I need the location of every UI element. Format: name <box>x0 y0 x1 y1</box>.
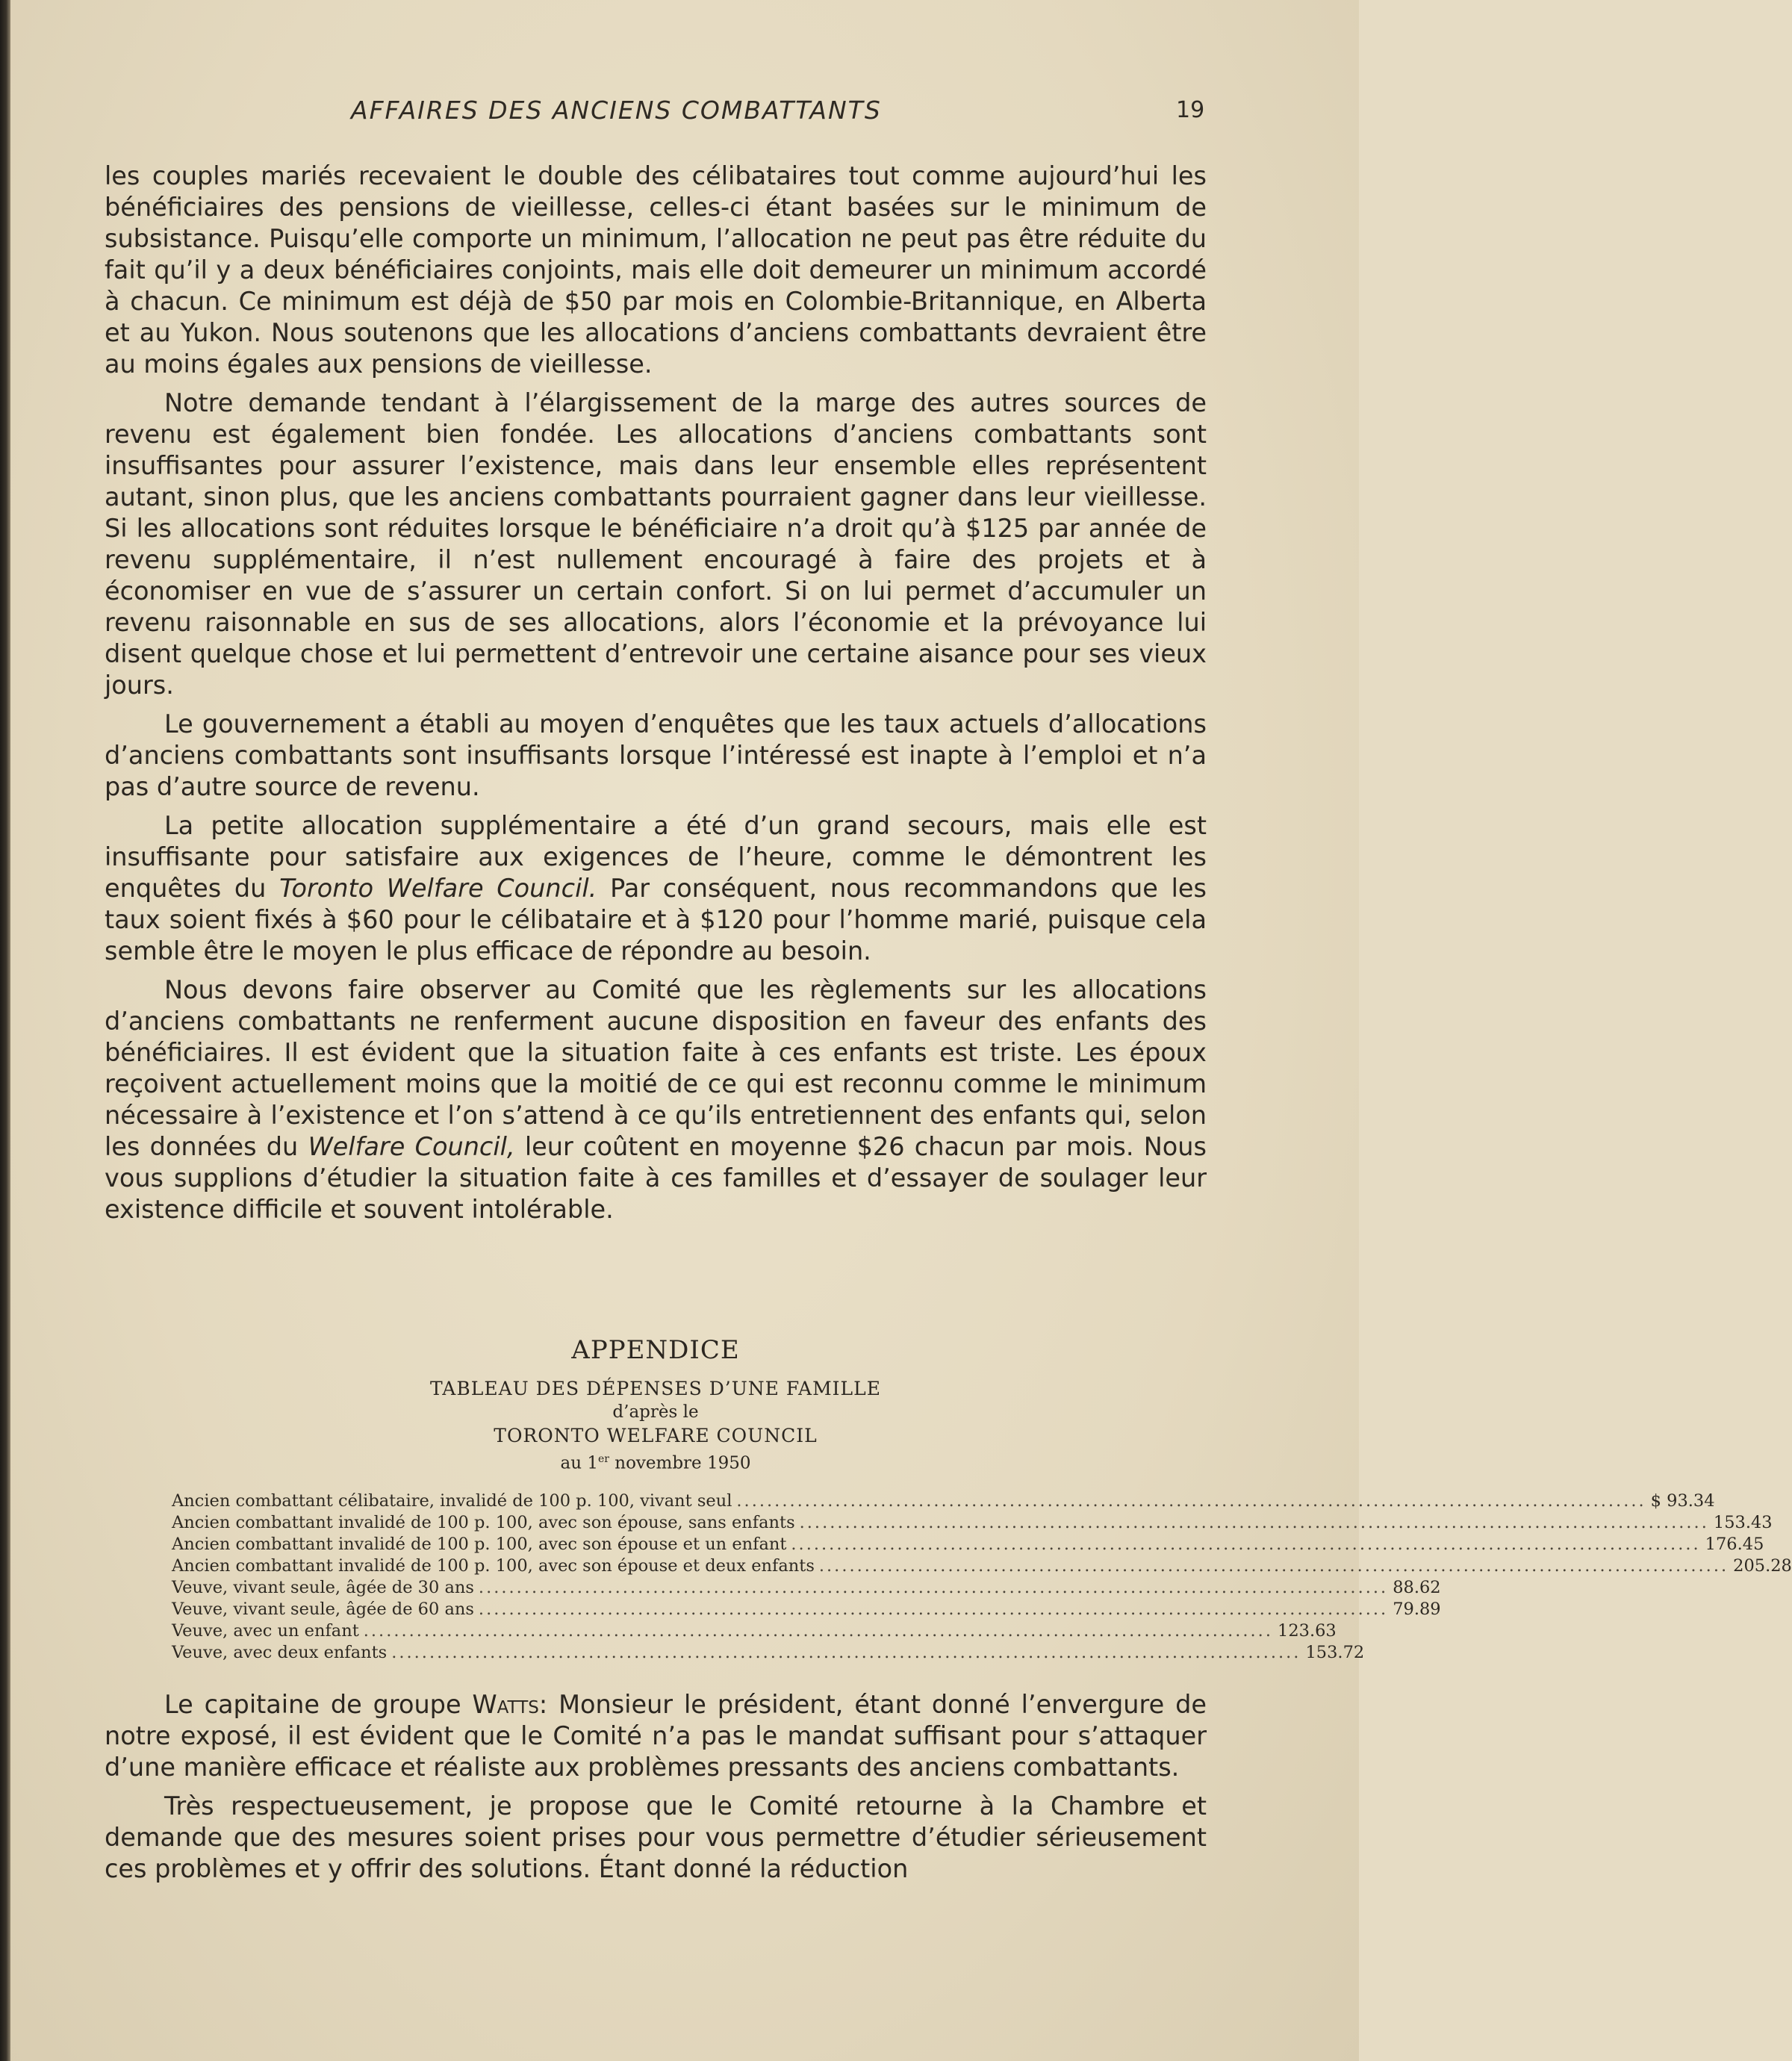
dot-leader: ........................................................................................................................ <box>736 1491 1646 1511</box>
paragraph-5-emphasis: Welfare Council, <box>308 1132 515 1161</box>
table-row <box>172 1534 1764 1555</box>
paragraph-6-part-b: : Monsieur le président, étant donné l’envergure de notre exposé, il est évident que le Comité n’a pas le mandat suffisant pour s’attaquer d’une manière efficace et réaliste aux problèmes pressants des anciens combattants. <box>105 1690 1207 1782</box>
table-row <box>172 1577 1441 1599</box>
paragraph-3: Le gouvernement a établi au moyen d’enquêtes que les taux actuels d’allocations d’anciens combattants sont insuffisants lorsque l’intéressé est inapte à l’emploi et n’a pas d’autre source de revenu. <box>105 709 1207 801</box>
dot-leader: ........................................................................................................................ <box>791 1535 1701 1554</box>
row-amount: 123.63 <box>1278 1621 1337 1641</box>
dot-leader: ........................................................................................................................ <box>391 1643 1301 1662</box>
table-date-prefix: au 1 <box>560 1453 598 1473</box>
paragraph-7: Très respectueusement, je propose que le Comité retourne à la Chambre et demande que des mesures soient prises pour vous permettre d’étudier sérieusement ces problèmes et y offrir des solutions. Étant donné la réduction <box>105 1791 1207 1883</box>
paragraph-4 <box>105 810 1207 967</box>
row-amount: 153.72 <box>1305 1643 1365 1662</box>
table-row <box>172 1599 1441 1620</box>
row-amount: 153.43 <box>1713 1513 1773 1532</box>
dot-leader: ........................................................................................................................ <box>799 1513 1709 1532</box>
paragraph-5 <box>105 974 1207 1225</box>
row-description: Ancien combattant célibataire, invalidé de 100 p. 100, vivant seul <box>172 1491 732 1511</box>
page-header <box>0 96 1359 133</box>
table-row <box>172 1490 1715 1512</box>
row-description: Ancien combattant invalidé de 100 p. 100, avec son épouse, sans enfants <box>172 1513 795 1532</box>
row-description: Ancien combattant invalidé de 100 p. 100, avec son épouse et un enfant <box>172 1535 787 1554</box>
table-date <box>105 1448 1207 1476</box>
paragraph-4-part-b: Par conséquent, nous recommandons que les taux soient fixés à $60 pour le célibataire et à $120 pour l’homme marié, puisque cela semble être le moyen le plus efficace de répondre au besoin. <box>105 874 1207 966</box>
table-row <box>172 1555 1792 1577</box>
dot-leader: ........................................................................................................................ <box>478 1600 1389 1619</box>
paragraph-6-part-a: Le capitaine de groupe <box>164 1690 473 1719</box>
row-description: Veuve, avec deux enfants <box>172 1643 388 1662</box>
dot-leader: ........................................................................................................................ <box>363 1621 1273 1641</box>
table-subtitle-line: d’après le <box>612 1402 699 1422</box>
table-row <box>172 1512 1773 1534</box>
row-description: Veuve, avec un enfant <box>172 1621 359 1641</box>
expense-table <box>172 1490 1792 1664</box>
table-date-suffix: novembre 1950 <box>609 1453 751 1473</box>
row-amount: 205.28 <box>1733 1556 1792 1576</box>
appendix-heading <box>105 1331 1207 1476</box>
table-date-superscript: er <box>597 1453 609 1465</box>
dot-leader: ........................................................................................................................ <box>818 1556 1729 1576</box>
paragraph-5-part-a: Nous devons faire observer au Comité que les règlements sur les allocations d’anciens combattants ne renferment aucune disposition en faveur des enfants des bénéficiaires. Il est évident que la situation faite à ces enfants est triste. Les époux reçoivent actuellement moins que la moitié de ce qui est reconnu comme le minimum nécessaire à l’existence et l’on s’attend à ce qu’ils entretiennent des enfants qui, selon les données du <box>105 975 1207 1161</box>
row-description: Veuve, vivant seule, âgée de 60 ans <box>172 1600 474 1619</box>
dot-leader: ........................................................................................................................ <box>478 1578 1389 1597</box>
table-row <box>172 1642 1365 1664</box>
paragraph-1: les couples mariés recevaient le double des célibataires tout comme aujourd’hui les bénéficiaires des pensions de vieillesse, celles-ci étant basées sur le minimum de subsistance. Puisqu’elle comporte un minimum, l’allocation ne peut pas être réduite du fait qu’il y a deux bénéficiaires conjoints, mais elle doit demeurer un minimum accordé à chacun. Ce minimum est déjà de $50 par mois en Colombie-Britannique, en Alberta et au Yukon. Nous soutenons que les allocations d’anciens combattants devraient être au moins égales aux pensions de vieillesse. <box>105 161 1207 379</box>
row-amount: 79.89 <box>1393 1600 1441 1619</box>
paragraph-4-emphasis: Toronto Welfare Council. <box>279 874 597 903</box>
speaker-name: Watts <box>472 1690 539 1719</box>
page-number: 19 <box>1176 97 1205 123</box>
running-title: AFFAIRES DES ANCIENS COMBATTANTS <box>351 96 882 125</box>
row-description: Veuve, vivant seule, âgée de 30 ans <box>172 1578 474 1597</box>
appendix-title: APPENDICE <box>571 1335 740 1365</box>
row-amount: 88.62 <box>1393 1578 1441 1597</box>
table-title: TABLEAU DES DÉPENSES D’UNE FAMILLE <box>430 1378 881 1399</box>
table-council-name: TORONTO WELFARE COUNCIL <box>494 1425 818 1446</box>
binding-edge <box>0 0 10 2061</box>
paragraph-6 <box>105 1689 1207 1783</box>
paragraph-2: Notre demande tendant à l’élargissement de la marge des autres sources de revenu est également bien fondée. Les allocations d’anciens combattants sont insuffisantes pour assurer l’existence, mais dans leur ensemble elles représentent autant, sinon plus, que les anciens combattants pourraient gagner dans leur vieillesse. Si les allocations sont réduites lorsque le bénéficiaire n’a droit qu’à $125 par année de revenu supplémentaire, il n’est nullement encouragé à faire des projets et à économiser en vue de s’assurer un certain confort. Si on lui permet d’accumuler un revenu raisonnable en sus de ses allocations, alors l’économie et la prévoyance lui disent quelque chose et lui permettent d’entrevoir une certaine aisance pour ses vieux jours. <box>105 388 1207 700</box>
row-description: Ancien combattant invalidé de 100 p. 100, avec son épouse et deux enfants <box>172 1556 815 1576</box>
row-amount: 176.45 <box>1705 1535 1764 1554</box>
row-amount: $ 93.34 <box>1650 1491 1715 1511</box>
paragraph-5-part-b: leur coûtent en moyenne $26 chacun par mois. Nous vous supplions d’étudier la situation faite à ces familles et d’essayer de soulager leur existence difficile et souvent intolérable. <box>105 1132 1207 1224</box>
table-row <box>172 1620 1337 1642</box>
closing-text <box>105 1689 1207 1892</box>
body-text <box>105 161 1207 1233</box>
paragraph-4-part-a: La petite allocation supplémentaire a été d’un grand secours, mais elle est insuffisante pour satisfaire aux exigences de l’heure, comme le démontrent les enquêtes du <box>105 811 1207 903</box>
